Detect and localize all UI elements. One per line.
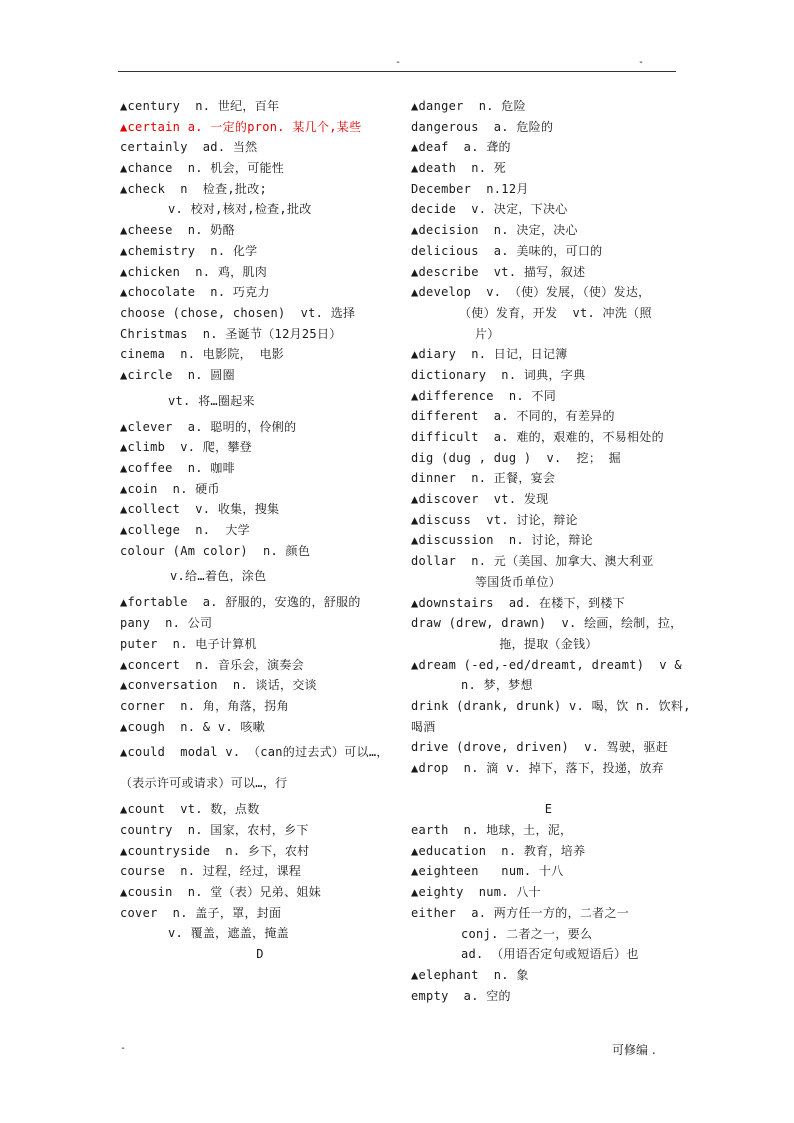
vocab-line: 拖，提取（金钱） [499,636,598,651]
vocab-line: ▲discover vt. 发现 [411,492,549,507]
header-mark-right: - [638,57,645,68]
vocab-line: cover n. 盖子，罩，封面 [120,905,282,920]
vocab-line: ▲clever a. 聪明的，伶俐的 [120,419,297,434]
vocab-line: ▲check n 检查,批改; [120,181,268,196]
header-mark-center: - [395,57,402,68]
vocab-line: ▲dream (-ed,-ed/dreamt, dreamt) v & [411,657,682,672]
vocab-line: conj. 二者之一，要么 [461,926,593,941]
vocab-line: corner n. 角，角落，拐角 [120,698,289,713]
vocab-line: ▲elephant n. 象 [411,967,529,982]
vocab-line: earth n. 地球，土，泥， [411,823,573,838]
vocab-line: ▲could modal v. （can的过去式）可以…， [120,745,389,760]
vocab-line: vt. 将…圈起来 [168,393,255,408]
vocab-line: ▲coffee n. 咖啡 [120,461,235,475]
vocab-line: decide v. 决定，下决心 [411,202,568,217]
vocab-line: ▲cousin n. 堂（表）兄弟、姐妹 [120,885,321,899]
vocab-line: ▲circle n. 圆圈 [120,367,235,382]
vocab-line: 等国货币单位） [475,574,562,589]
vocab-line: draw (drew, drawn) v. 绘画，绘制，拉， [411,616,683,631]
vocab-line: （使）发育，开发 vt. 冲洗（照 [459,305,652,320]
right-column [411,96,691,1006]
vocab-line: dollar n. 元（美国、加拿大、澳大利亚 [411,554,654,569]
vocab-line: delicious a. 美味的，可口的 [411,243,603,258]
vocab-line: certainly ad. 当然 [120,140,258,155]
vocab-line: ▲eighty num. 八十 [411,885,541,900]
vocab-line: ▲climb v. 爬，攀登 [120,440,252,455]
vocab-line: ▲death n. 死 [411,161,507,176]
vocab-line: ad. （用语否定句或短语后）也 [461,947,639,962]
vocab-line: ▲concert n. 音乐会，演奏会 [120,657,304,672]
footer-note: 可修编 . [612,1043,656,1057]
vocab-line: ▲certain a. 一定的pron. 某几个,某些 [120,119,362,134]
vocab-line: ▲difference n. 不同 [411,388,556,403]
vocab-line: different a. 不同的，有差异的 [411,409,615,424]
vocab-line: course n. 过程，经过，课程 [120,864,302,879]
vocab-line: ▲eighteen num. 十八 [411,864,564,879]
vocab-line: ▲describe vt. 描写，叙述 [411,264,586,279]
vocab-line: ▲develop v. （使）发展，（使）发达， [411,285,651,300]
vocab-line: ▲collect v. 收集，搜集 [120,502,280,517]
vocab-line: （表示许可或请求）可以…，行 [120,776,288,791]
vocab-line: v. 校对,核对,检查,批改 [168,202,312,217]
footer-mark: - [120,1043,127,1054]
vocab-line: dangerous a. 危险的 [411,119,554,134]
vocab-line: ▲chocolate n. 巧克力 [120,285,270,300]
vocab-line: country n. 国家，农村，乡下 [120,822,309,837]
vocab-line: ▲discussion n. 讨论，辩论 [411,533,593,548]
vocab-line: difficult a. 难的，艰难的，不易相处的 [411,430,664,444]
vocab-line: ▲college n. 大学 [120,523,250,538]
vocab-line: empty a. 空的 [411,988,511,1003]
vocab-line: ▲decision n. 决定，决心 [411,223,578,238]
vocab-line: choose (chose, chosen) vt. 选择 [120,305,356,320]
vocab-line: 喝酒 [411,719,436,734]
vocab-line: either a. 两方任一方的，二者之一 [411,905,630,920]
vocab-line: ▲downstairs ad. 在楼下，到楼下 [411,595,626,610]
vocab-line: ▲diary n. 日记，日记簿 [411,347,568,362]
vocab-line: ▲danger n. 危险 [411,99,526,113]
vocab-line: dig (dug , dug ) v. 挖； 掘 [411,450,621,465]
vocab-line: ▲discuss vt. 讨论，辩论 [411,512,578,527]
vocab-line: ▲coin n. 硬币 [120,481,220,496]
vocab-line: ▲chance n. 机会，可能性 [120,161,285,176]
vocab-line: dinner n. 正餐，宴会 [411,471,556,486]
vocab-line: E [544,802,553,817]
vocab-line: ▲deaf a. 聋的 [411,140,511,155]
left-column [120,96,400,965]
vocab-line: ▲countryside n. 乡下，农村 [120,843,310,858]
vocab-line: Christmas n. 圣诞节（12月25日） [120,326,342,341]
vocab-line: ▲cheese n. 奶酪 [120,223,235,238]
vocab-line: ▲chemistry n. 化学 [120,243,258,258]
vocab-line: 片） [475,326,500,341]
vocab-line: n. 梦，梦想 [461,678,533,693]
vocab-line: ▲conversation n. 谈话，交谈 [120,678,317,693]
vocab-line: ▲count vt. 数，点数 [120,802,260,817]
vocab-line: ▲cough n. & v. 咳嗽 [120,719,265,734]
vocab-line: v.给…着色，涂色 [170,569,267,584]
vocab-line: ▲century n. 世纪，百年 [120,99,280,113]
vocab-line: December n.12月 [411,181,529,196]
vocab-line: ▲education n. 教育，培养 [411,843,586,858]
header-rule [118,71,676,72]
vocab-line: pany n. 公司 [120,616,213,631]
vocab-line: drive (drove, driven) v. 驾驶，驱赶 [411,740,669,755]
vocab-line: cinema n. 电影院， 电影 [120,347,285,362]
vocab-line: drink (drank, drunk) v. 喝，饮 n. 饮料, [411,698,691,713]
vocab-line: ▲drop n. 滴 v. 掉下，落下，投递，放弃 [411,761,664,775]
vocab-line: D [256,947,264,962]
vocab-line: puter n. 电子计算机 [120,636,257,651]
vocab-line: v. 覆盖，遮盖，掩盖 [168,926,289,941]
vocab-line [411,779,686,800]
vocab-line: ▲chicken n. 鸡，肌肉 [120,264,268,279]
vocab-line: ▲fortable a. 舒服的，安逸的，舒服的 [120,595,361,610]
vocab-line: dictionary n. 词典，字典 [411,367,586,382]
vocab-line: colour (Am color) n. 颜色 [120,543,311,558]
